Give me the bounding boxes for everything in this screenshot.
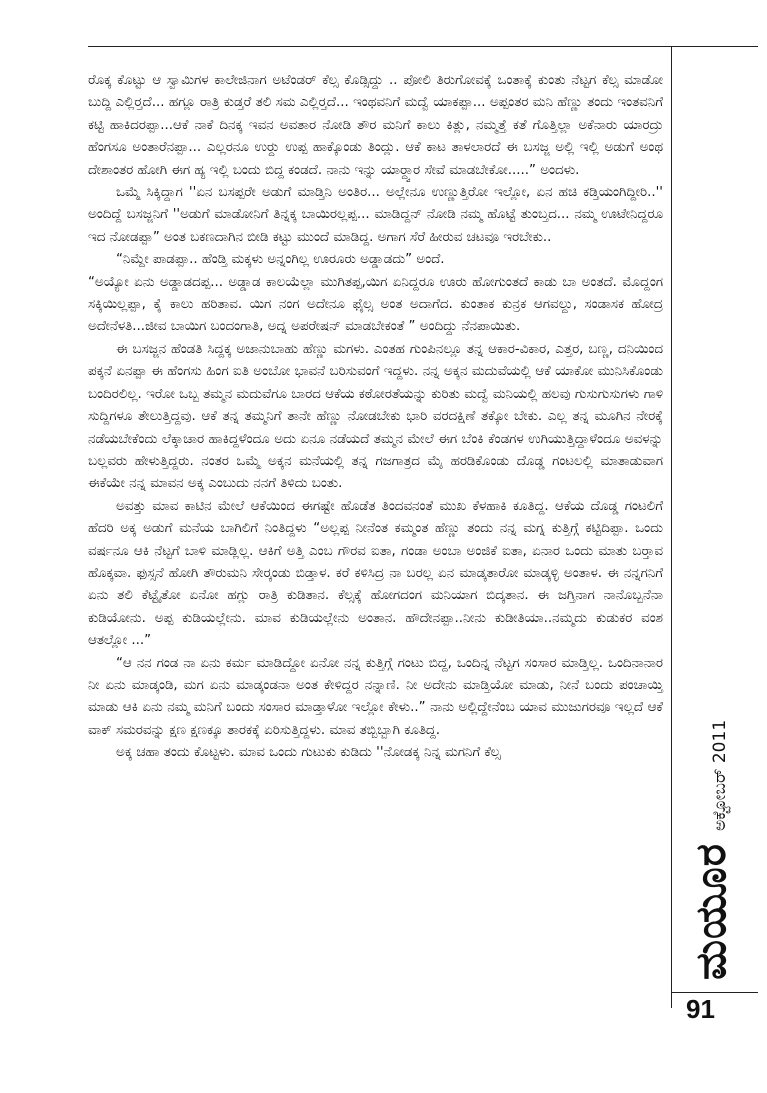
paragraph: “ಅಯ್ಯೋ ಏನು ಅಡ್ಡಾಡದಪ್ಪ... ಅಡ್ಡಾಡ ಕಾಲಯೆಲ್ಲಾ ಮುಗಿತಪ್ಪ,ಯಿಗ ಏನಿದ್ದರೂ ಊರು ಹೋಗುಂತದೆ ಕಾಡು ಬಾ ಅಂತದೆ. ಮೊದ್ದಂಗ ಸಕ್ಕಿಯಿಲ್ಲಪ್ಪಾ, ಕೈ ಕಾಲು ಹರಿತಾವ. ಯಿಗ ನಂಗ ಅದೇನೂ ಫೈಲ್ಸ ಅಂತ ಅದಾಗೆದ. ಕುಂತಾಕ ಕುನ್ರಕ ಆಗವಲ್ದು, ಸಂಡಾಸಕ ಹೋದ್ರ ಅದೇನೆಳತಿ...ಜೀವ ಬಾಯಿಗ ಬಂದಂಗಾತಿ, ಅದ್ನ ಅಪರೇಷನ್ ಮಾಡಬೇಕಂತೆ ” ಅಂದಿದ್ದು ನೆನಪಾಯಿತು. [88,274,663,335]
paragraph: ಅಕ್ಕ ಚಹಾ ತಂದು ಕೊಟ್ಟಳು. ಮಾವ ಒಂದು ಗುಟುಕು ಕುಡಿದು ''ನೋಡಕ್ಕ ನಿನ್ನ ಮಗನಿಗೆ ಕೆಲ್ಸ [116,745,501,761]
issue-date: ಅಕ್ಟೋಬರ್ 2011 [710,719,730,832]
article-body [88,70,663,765]
paragraph: ರೊಕ್ಕ ಕೊಟ್ಟು ಆ ಸ್ವಾಮಿಗಳ ಕಾಲೇಜಿನಾಗ ಅಟೆಂಡರ್ ಕೆಲ್ಸ ಕೊಡ್ಸಿದ್ದು .. ಪೋಲಿ ತಿರುಗೋವಕ್ಕೆ ಒಂತಾಕ್ಕೆ ಕುಂತು ನೆಟ್ಟಗ ಕೆಲ್ಸ ಮಾಡೋ ಬುದ್ದಿ ಎಲ್ಲಿರ್‍ತದೆ... ಹಗ್ಲೂ ರಾತ್ರಿ ಕುಡ್ತರೆ ತಲಿ ಸಮ ಎಲ್ಲಿರ್‍ತದೆ... ಇಂಥವನಿಗೆ ಮದ್ವೆ ಯಾಕಪ್ಪಾ... ಅಪ್ಪಂತರ ಮನಿ ಹೆಣ್ಣು ತಂದು ಇಂತವನಿಗೆ ಕಟ್ಟಿ ಹಾಕಿದರಪ್ಪಾ...ಆಕೆ ನಾಕೆ ದಿನಕ್ಕ ಇವನ ಅವತಾರ ನೋಡಿ ತೌರ ಮನಿಗೆ ಕಾಲು ಕಿತ್ಲು, ನಮ್ಮತ್ತೆ ಕತೆ ಗೊತ್ತಿಲ್ಲಾ ಅಕೆನಾರು ಯಾರದ್ರು ಹೆಂಗಸೂ ಅಂತಾರೆನಪ್ಪಾ... ಎಲ್ಲರನೂ ಉರ್‍ದು ಉಪ್ಪ ಹಾಕ್ಕೊಂಡು ತಿಂದ್ಲು. ಆಕೆ ಕಾಟ ತಾಳಲಾರದೆ ಈ ಬಸಜ್ಜ ಅಲ್ಲಿ ಇಲ್ಲಿ ಅಡುಗೆ ಅಂಥ ದೇಶಾಂತರ ಹೋಗಿ ಈಗ ಹ್ಯ ಇಲ್ಲಿ ಬಂದು ಬಿದ್ದ ಕಂಡದೆ. ನಾನು ಇನ್ನು ಯಾರ್‍ದ್ವಾರ ಸೇವೆ ಮಾಡಬೇಕೋ.....” ಅಂದಳು. [88,73,663,178]
paragraph: “ನಿಮ್ದೇ ಪಾಡಪ್ಪಾ.. ಹೆಂಡ್ತಿ ಮಕ್ಕಳು ಅನ್ನಂಗಿಲ್ಲ ಊರೂರು ಅಡ್ಡಾಡದು” ಅಂದೆ. [116,252,445,268]
magazine-masthead [686,720,736,980]
page-number-rule [671,992,758,993]
header-rule [88,46,758,47]
paragraph: “ಆ ನನ ಗಂಡ ನಾ ಏನು ಕರ್ಮ ಮಾಡಿದ್ದೋ ಏನೋ ನನ್ನ ಕುತ್ತಿಗ್ಗೆ ಗಂಟು ಬಿದ್ದ, ಒಂದಿನ್ನ ನೆಟ್ಟಗ ಸಂಸಾರ ಮಾಡ್ತಿಲ್ಲ. ಒಂದಿನಾನಾರ ನೀ ಏನು ಮಾಡ್ಕಂಡಿ, ಮಗ ಏನು ಮಾಡ್ಕಂಡನಾ ಅಂತ ಕೇಳಿದ್ದರ ನನ್ನಾಣಿ. ನೀ ಅದೇನು ಮಾಡ್ತಿಯೋ ಮಾಡು, ನೀನೆ ಬಂದು ಪಂಚಾಯ್ತಿ ಮಾಡು ಆಕಿ ಏನು ನಮ್ಮ ಮನಿಗೆ ಬಂದು ಸಂಸಾರ ಮಾಡ್ತಾಳೋ ಇಲ್ಲೋ ಕೇಳು..” ನಾನು ಅಲ್ಲಿದ್ದೇನೆಂಬ ಯಾವ ಮುಜುಗರವೂ ಇಲ್ಲದೆ ಆಕೆ ವಾಕ್ ಸಮರವನ್ನು ಕ್ಷಣ ಕ್ಷಣಕ್ಕೂ ತಾರಕಕ್ಕೆ ಏರಿಸುತ್ತಿದ್ದಳು. ಮಾವ ತಬ್ಬಿಬ್ಬಾಗಿ ಕೂತಿದ್ದ. [88,655,663,738]
magazine-name: ಮಯೂರ [686,843,735,980]
page-number: 91 [686,994,715,1024]
paragraph: ಒಮ್ಮೆ ಸಿಕ್ಕಿದ್ದಾಗ ''ಏನ ಬಸಪ್ಪರೇ ಅಡುಗೆ ಮಾಡ್ತಿನಿ ಅಂತಿರ... ಅಲ್ಲೇನೂ ಉಣ್ಣುತ್ತಿರೋ ಇಲ್ಲೋ, ಏನ ಹಚಿ ಕಡ್ತಿಯಂಗಿದ್ದೀರಿ..'' ಅಂದಿದ್ದೆ ಬಸಜ್ಜನಿಗೆ ''ಅಡುಗೆ ಮಾಡೋನಿಗೆ ತಿನ್ನಕ್ಕ ಬಾಯಿರಲ್ಲಪ್ಪ... ಮಾಡಿದ್ದನ್ ನೋಡಿ ನಮ್ಮ ಹೊಟ್ಟೆ ತುಂಬ್ತದ... ನಮ್ಮ ಊಟೇನಿದ್ದರೂ ಇದ ನೋಡಪ್ಪಾ” ಅಂತ ಬಕಣದಾಗಿನ ಬೀಡಿ ಕಟ್ಟು ಮುಂದೆ ಮಾಡಿದ್ದ. ಅಗಾಗ ಸೆರೆ ಹೀರುವ ಚಟವೂ ಇರಬೇಕು.. [88,185,663,245]
sidebar-rule [671,46,672,1008]
paragraph: ಈ ಬಸಜ್ಜನ ಹೆಂಡತಿ ಸಿದ್ದಕ್ಕ ಅಜಾನುಬಾಹು ಹೆಣ್ಣು ಮಗಳು. ಎಂತಹ ಗುಂಪಿನಲ್ಲೂ ತನ್ನ ಆಕಾರ-ವಿಕಾರ, ಎತ್ತರ, ಬಣ್ಣ, ದನಿಯಿಂದ ಪಕ್ಕನೆ ಏನಪ್ಪಾ ಈ ಹೆಂಗಸು ಹಿಂಗ ಐತಿ ಅಂಬೋ ಭಾವನೆ ಬರಿಸುವಂಗೆ ಇದ್ದಳು. ನನ್ನ ಅಕ್ಕನ ಮದುವೆಯಲ್ಲಿ ಆಕೆ ಯಾಕೋ ಮುನಿಸಿಕೊಂಡು ಬಂದಿರಲಿಲ್ಲ. ಇರೋ ಒಬ್ಬ ತಮ್ಮನ ಮದುವೆಗೂ ಬಾರದ ಆಕೆಯ ಕಠೋರತೆಯನ್ನು ಕುರಿತು ಮದ್ವೆ ಮನಿಯಲ್ಲಿ ಹಲವು ಗುಸುಗುಸುಗಳು ಗಾಳಿ ಸುದ್ದಿಗಳೂ ತೇಲುತ್ತಿದ್ದವು. ಆಕೆ ತನ್ನ ತಮ್ಮನಿಗೆ ತಾನೇ ಹೆಣ್ಣು ನೋಡಬೇಕು ಭಾರಿ ವರದಕ್ಷಿಣೆ ತಕ್ಕೋ ಬೇಕು. ಎಲ್ಲ ತನ್ನ ಮೂಗಿನ ನೇರಕ್ಕೆ ನಡೆಯಬೇಕೆಂದು ಲೆಕ್ಕಾಚಾರ ಹಾಕಿದ್ದಳೆಂದೂ ಅದು ಏನೂ ನಡೆಯದೆ ತಮ್ಮನ ಮೇಲೆ ಈಗ ಬೆಂಕಿ ಕೆಂಡಗಳ ಉಗಿಯುತ್ತಿದ್ದಾಳೆಂದೂ ಅವಳನ್ನು ಬಲ್ಲವರು ಹೇಳುತ್ತಿದ್ದರು. ನಂತರ ಒಮ್ಮೆ ಅಕ್ಕನ ಮನೆಯಲ್ಲಿ ತನ್ನ ಗಜಗಾತ್ರದ ಮೈ ಹರಡಿಕೊಂಡು ದೊಡ್ಡ ಗಂಟಲಲ್ಲಿ ಮಾತಾಡುವಾಗ ಈಕೆಯೇ ನನ್ನ ಮಾವನ ಅಕ್ಕ ಎಂಬುದು ನನಗೆ ತಿಳಿದು ಬಂತು. [88,341,663,492]
paragraph: ಅವತ್ತು ಮಾವ ಕಾಟಿನ ಮೇಲೆ ಆಕೆಯಿಂದ ಈಗಷ್ಟೇ ಹೊಡೆತ ತಿಂದವನಂತೆ ಮುಖ ಕೆಳಹಾಕಿ ಕೂತಿದ್ದ. ಆಕೆಯ ದೊಡ್ಡ ಗಂಟಲಿಗೆ ಹೆದರಿ ಅಕ್ಕ ಅಡುಗೆ ಮನೆಯ ಬಾಗಿಲಿಗೆ ನಿಂತಿದ್ದಳು “ಅಲ್ಲಪ್ಪ ನೀನೆಂತ ಕಮ್ಮಂತ ಹೆಣ್ಣು ತಂದು ನನ್ನ ಮಗ್ನ ಕುತ್ತಿಗ್ಗೆ ಕಟ್ಟಿದಿಪ್ಪಾ. ಒಂದು ವರ್ಷನೂ ಆಕಿ ನೆಟ್ಟಗೆ ಬಾಳಿ ಮಾಡ್ಲಿಲ್ಲ. ಆಕಿಗೆ ಅತ್ತಿ ಎಂಬ ಗೌರವ ಐತಾ, ಗಂಡಾ ಅಂಬಾ ಅಂಜಿಕೆ ಐತಾ, ಏನಾರ ಒಂದು ಮಾತು ಬರ್‍ತಾವ ಹೊಕ್ಕವಾ. ಫುಸ್ಸನೆ ಹೋಗಿ ತೌರುಮನಿ ಸೇರ್‍ಕಂಡು ಬಿಡ್ತಾಳ. ಕರೆ ಕಳಿಸಿದ್ರ ನಾ ಬರಲ್ಲ ಏನ ಮಾಡ್ಕತಾರೋ ಮಾಡ್ಕಳ್ಳಿ ಅಂತಾಳ. ಈ ನನ್ನಗನಿಗೆ ಏನು ತಲಿ ಕೆಟ್ಟೈತೋ ಏನೋ ಹಗ್ಲು ರಾತ್ರಿ ಕುಡಿತಾನ. ಕೆಲ್ಸಕ್ಕೆ ಹೋಗದಂಗ ಮನಿಯಾಗ ಬಿದ್ಕತಾನ. ಈ ಜಗ್ತಿನಾಗ ನಾನೊಬ್ಬನೆನಾ ಕುಡಿಯೋನು. ಅಪ್ಪ ಕುಡಿಯಲ್ಲೇನು. ಮಾವ ಕುಡಿಯಲ್ಲೇನು ಅಂತಾನ. ಹೌದೇನಪ್ಪಾ..ನೀನು ಕುಡೀತಿಯಾ..ನಮ್ಮದು ಕುಡುಕರ ವಂಶ ಆತಲ್ಲೋ ...” [88,498,663,649]
